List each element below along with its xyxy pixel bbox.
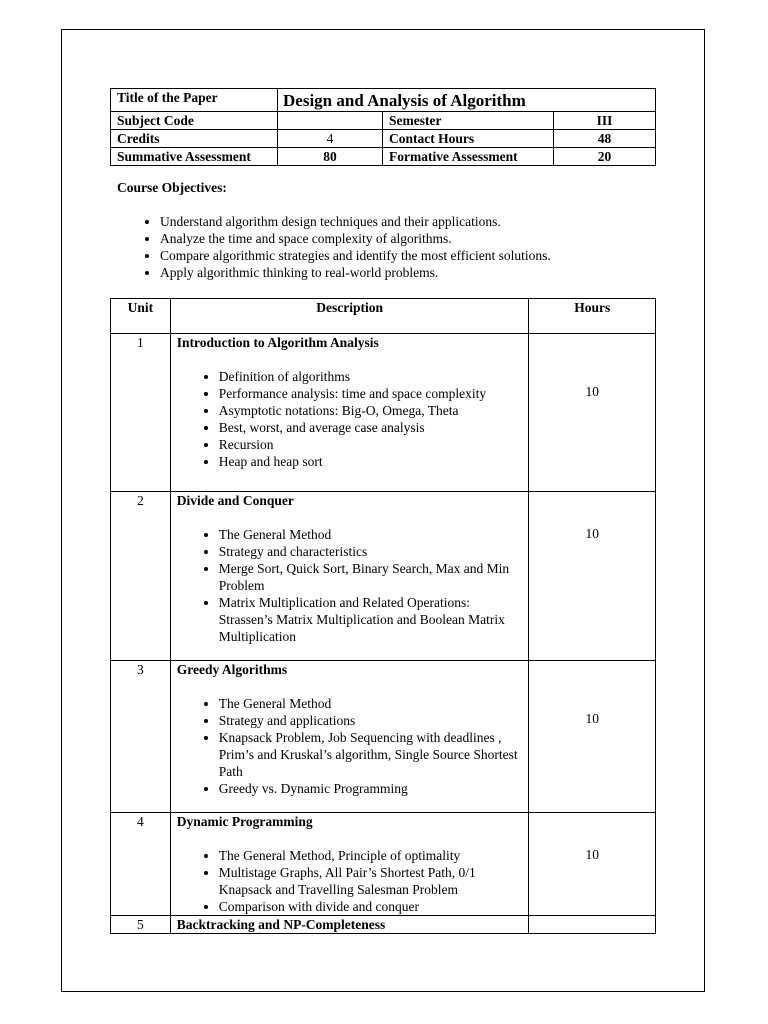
unit-hours <box>529 661 656 813</box>
subject-code-label: Subject Code <box>111 112 278 130</box>
unit-title: Divide and Conquer <box>176 493 294 508</box>
unit-number: 4 <box>111 813 171 916</box>
contact-hours-label: Contact Hours <box>383 130 554 148</box>
objective-item: • Understand algorithm design techniques and their applications. <box>160 213 551 230</box>
unit-topics <box>177 695 525 797</box>
unit-row-2 <box>111 492 656 661</box>
units-table <box>110 298 656 934</box>
topic-item: • Strategy and characteristics <box>219 543 525 560</box>
unit-description <box>170 916 529 934</box>
summative-value: 80 <box>278 148 383 166</box>
topic-item: • Comparison with divide and conquer <box>219 898 525 915</box>
formative-label: Formative Assessment <box>383 148 554 166</box>
semester-label: Semester <box>383 112 554 130</box>
unit-title: Backtracking and NP-Completeness <box>176 917 386 932</box>
subject-code-value <box>278 112 383 130</box>
unit-title: Greedy Algorithms <box>176 662 288 677</box>
unit-number: 1 <box>111 334 171 492</box>
topic-item: • Matrix Multiplication and Related Operations: Strassen’s Matrix Multiplication and Boolean Matrix Multiplication <box>219 594 525 645</box>
subject-code-row <box>111 112 656 130</box>
unit-hours <box>529 813 656 916</box>
unit-description <box>170 813 529 916</box>
unit-row-1 <box>111 334 656 492</box>
topic-item: • Asymptotic notations: Big-O, Omega, Theta <box>219 402 525 419</box>
unit-row-4 <box>111 813 656 916</box>
topic-item: • Performance analysis: time and space complexity <box>219 385 525 402</box>
contact-hours-value: 48 <box>554 130 656 148</box>
unit-title: Dynamic Programming <box>176 814 313 829</box>
hours-value: 10 <box>585 526 599 541</box>
credits-label: Credits <box>111 130 278 148</box>
unit-number: 5 <box>111 916 171 934</box>
hours-column-header: Hours <box>529 299 656 334</box>
formative-value: 20 <box>554 148 656 166</box>
objective-item: • Compare algorithmic strategies and identify the most efficient solutions. <box>160 247 551 264</box>
unit-description <box>170 334 529 492</box>
paper-title: Design and Analysis of Algorithm <box>278 89 656 112</box>
description-column-header: Description <box>170 299 529 334</box>
topic-item: • Best, worst, and average case analysis <box>219 419 525 436</box>
hours-value: 10 <box>585 847 599 862</box>
credits-row <box>111 130 656 148</box>
unit-column-header: Unit <box>111 299 171 334</box>
semester-value: III <box>554 112 656 130</box>
unit-topics <box>177 368 525 470</box>
objectives-list <box>116 213 551 281</box>
topic-item: • The General Method, Principle of optimality <box>219 847 525 864</box>
credits-value: 4 <box>278 130 383 148</box>
topic-item: • The General Method <box>219 695 525 712</box>
assessment-row <box>111 148 656 166</box>
unit-topics <box>177 847 525 915</box>
topic-item: • Recursion <box>219 436 525 453</box>
unit-title: Introduction to Algorithm Analysis <box>176 335 379 350</box>
unit-number: 3 <box>111 661 171 813</box>
topic-item: • Definition of algorithms <box>219 368 525 385</box>
title-row <box>111 89 656 112</box>
objective-item: • Apply algorithmic thinking to real-world problems. <box>160 264 551 281</box>
paper-info-table <box>110 88 656 166</box>
summative-label: Summative Assessment <box>111 148 278 166</box>
unit-hours <box>529 492 656 661</box>
hours-value: 10 <box>585 384 599 399</box>
unit-topics <box>177 526 525 645</box>
unit-description <box>170 492 529 661</box>
unit-description <box>170 661 529 813</box>
title-label: Title of the Paper <box>111 89 278 112</box>
topic-item: • Heap and heap sort <box>219 453 525 470</box>
units-header-row <box>111 299 656 334</box>
topic-item: • Merge Sort, Quick Sort, Binary Search, Max and Min Problem <box>219 560 525 594</box>
topic-item: • Knapsack Problem, Job Sequencing with deadlines , Prim’s and Kruskal’s algorithm, Single Source Shortest Path <box>219 729 525 780</box>
unit-hours <box>529 334 656 492</box>
objectives-heading: Course Objectives: <box>117 180 227 195</box>
unit-hours <box>529 916 656 934</box>
topic-item: • The General Method <box>219 526 525 543</box>
unit-row-5 <box>111 916 656 934</box>
topic-item: • Strategy and applications <box>219 712 525 729</box>
hours-value: 10 <box>585 711 599 726</box>
objective-item: • Analyze the time and space complexity of algorithms. <box>160 230 551 247</box>
topic-item: • Greedy vs. Dynamic Programming <box>219 780 525 797</box>
unit-row-3 <box>111 661 656 813</box>
topic-item: • Multistage Graphs, All Pair’s Shortest Path, 0/1 Knapsack and Travelling Salesman Problem <box>219 864 525 898</box>
unit-number: 2 <box>111 492 171 661</box>
